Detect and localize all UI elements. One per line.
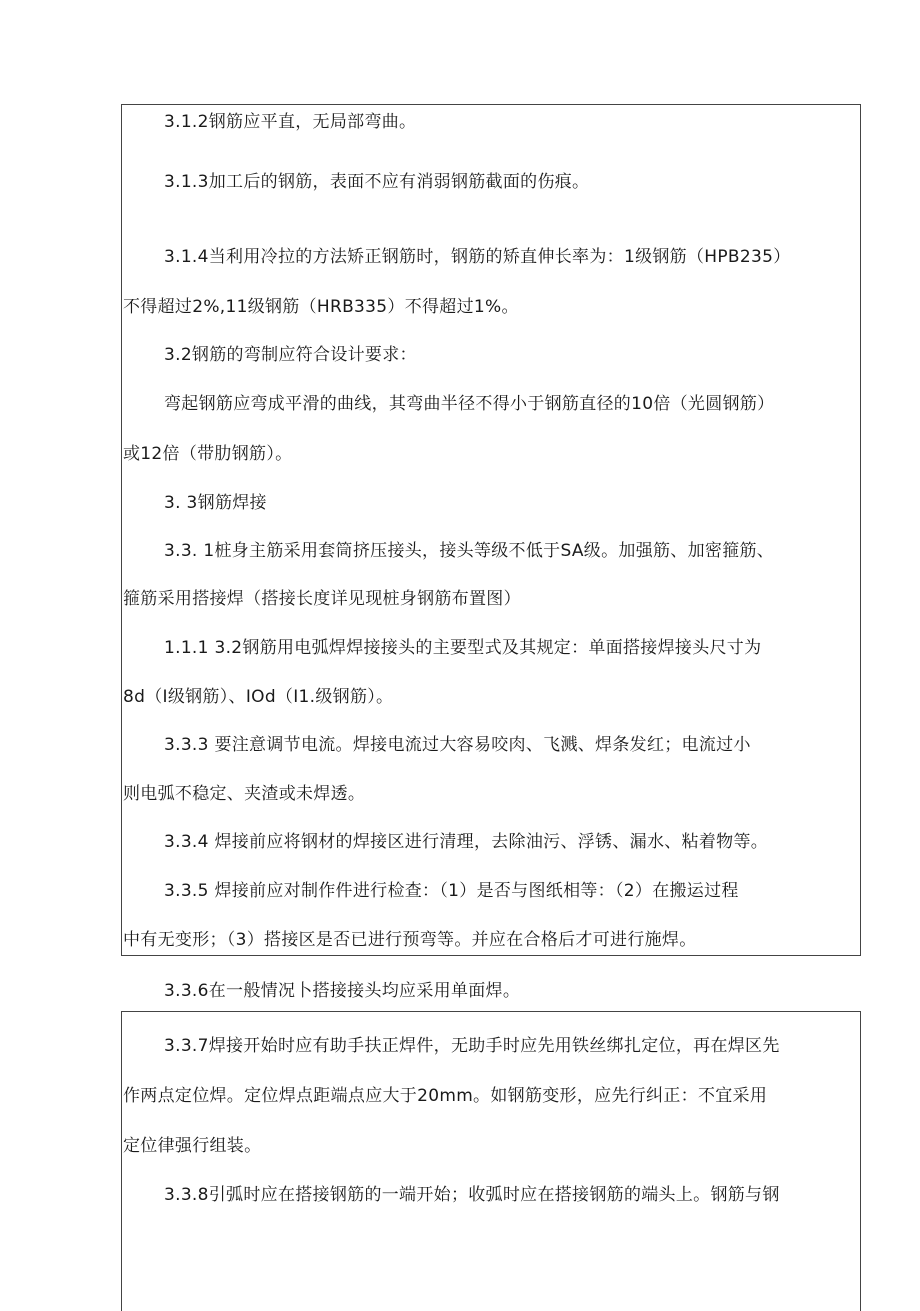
paragraph-3-3-3-line2: 则电弧不稳定、夹渣或未焊透。	[123, 784, 366, 804]
paragraph-3-3-4: 3.3.4 焊接前应将钢材的焊接区进行清理，去除油污、浮锈、漏水、粘着物等。	[164, 832, 769, 852]
paragraph-3-3-1-line1: 3.3. 1桩身主筋采用套筒挤压接头，接头等级不低于SA级。加强筋、加密箍筋、	[164, 541, 775, 561]
paragraph-3-3-7-line3: 定位律强行组装。	[123, 1136, 262, 1156]
paragraph-3-3-7-line1: 3.3.7焊接开始时应有助手扶正焊件，无助手时应先用铁丝绑扎定位，再在焊区先	[164, 1036, 780, 1056]
paragraph-3-2: 3.2钢筋的弯制应符合设计要求：	[164, 345, 417, 365]
paragraph-3-3-3-line1: 3.3.3 要注意调节电流。焊接电流过大容易咬肉、飞溅、焊条发红；电流过小	[164, 735, 751, 755]
paragraph-3-3-8-line1: 3.3.8引弧时应在搭接钢筋的一端开始；收弧时应在搭接钢筋的端头上。钢筋与钢	[164, 1185, 780, 1205]
paragraph-3-3-5-line2: 中有无变形；（3）搭接区是否已进行预弯等。并应在合格后才可进行施焊。	[123, 930, 697, 950]
paragraph-3-3-1-line2: 箍筋采用搭接焊（搭接长度详见现桩身钢筋布置图）	[123, 589, 521, 609]
paragraph-1-1-1-line2: 8d（I级钢筋）、IOd（I1.级钢筋）。	[123, 687, 394, 707]
paragraph-3-3-6: 3.3.6在一般情况卜搭接接头均应采用单面焊。	[164, 981, 521, 1001]
paragraph-3-3-7-line2: 作两点定位焊。定位焊点距端点应大于20mm。如钢筋变形，应先行纠正：不宜采用	[123, 1086, 768, 1106]
text-block-upper	[121, 104, 861, 956]
paragraph-3-1-4-line2: 不得超过2%,11级钢筋（HRB335）不得超过1%。	[123, 297, 519, 317]
paragraph-3-1-2: 3.1.2钢筋应平直，无局部弯曲。	[164, 112, 417, 132]
paragraph-3-2-body-line2: 或12倍（带肋钢筋）。	[123, 444, 293, 464]
paragraph-3-1-4-line1: 3.1.4当利用冷拉的方法矫正钢筋时，钢筋的矫直伸长率为：1级钢筋（HPB235）	[164, 247, 791, 267]
paragraph-3-2-body-line1: 弯起钢筋应弯成平滑的曲线，其弯曲半径不得小于钢筋直径的10倍（光圆钢筋）	[164, 394, 775, 414]
paragraph-3-3-5-line1: 3.3.5 焊接前应对制作件进行检查：（1）是否与图纸相等：（2）在搬运过程	[164, 881, 739, 901]
paragraph-1-1-1-line1: 1.1.1 3.2钢筋用电弧焊焊接接头的主要型式及其规定：单面搭接焊接头尺寸为	[164, 638, 762, 658]
heading-3-3: 3. 3钢筋焊接	[164, 493, 267, 513]
paragraph-3-1-3: 3.1.3加工后的钢筋，表面不应有消弱钢筋截面的伤痕。	[164, 172, 590, 192]
